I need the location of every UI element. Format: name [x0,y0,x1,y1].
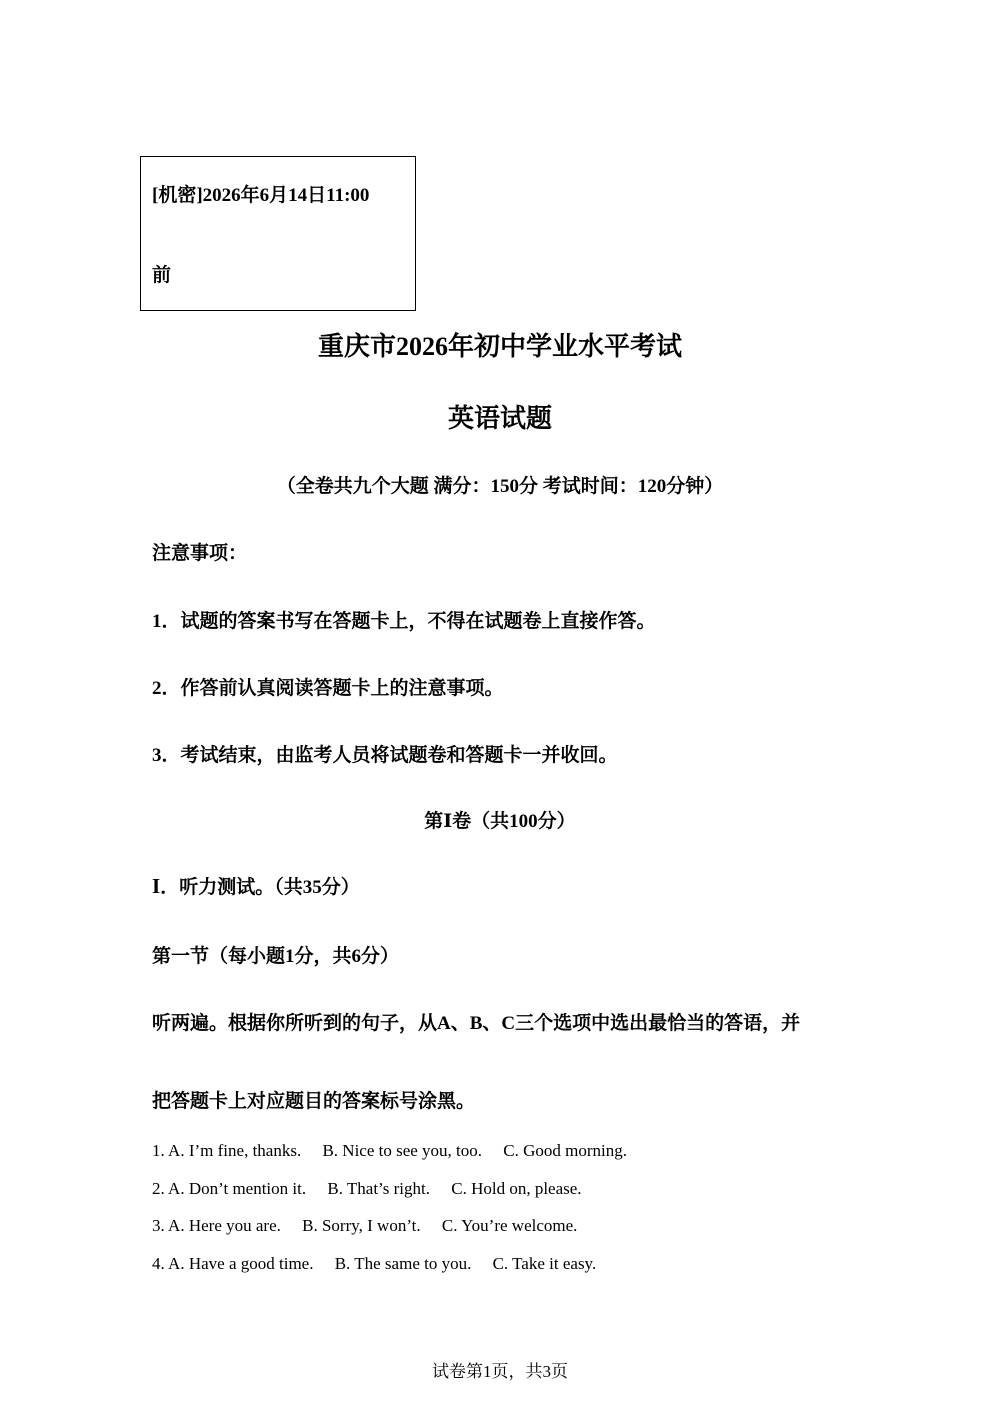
page-footer: 试卷第1页，共3页 [432,1362,568,1381]
exam-subject: 英语试题 [447,404,552,433]
notice-item-1: 1．试题的答案书写在答题卡上，不得在试题卷上直接作答。 [152,611,656,632]
confidential-line-2: 前 [152,265,172,286]
notice-heading: 注意事项： [152,543,248,564]
part-heading [152,872,360,899]
confidential-line-1: [机密]2026年6月14日11:00 [152,185,370,206]
question-1: 1. A. I’m fine, thanks. B. Nice to see you, too. C. Good morning. [152,1141,628,1160]
exam-info: （全卷共九个大题 满分：150分 考试时间：120分钟） [276,476,724,497]
instruction-line-1: 听两遍。根据你所听到的句子，从A、B、C三个选项中选出最恰当的答语，并 [152,1013,801,1034]
notice-item-3: 3．考试结束，由监考人员将试题卷和答题卡一并收回。 [152,745,618,766]
section-heading: 第一节（每小题1分，共6分） [152,946,400,967]
question-2: 2. A. Don’t mention it. B. That’s right. C. Hold on, please. [152,1179,582,1198]
notice-item-2: 2．作答前认真阅读答题卡上的注意事项。 [152,678,504,699]
exam-title: 重庆市2026年初中学业水平考试 [317,332,682,361]
instruction-line-2: 把答题卡上对应题目的答案标号涂黑。 [152,1091,476,1112]
question-4: 4. A. Have a good time. B. The same to you. C. Take it easy. [152,1254,597,1273]
part-numeral: I [152,874,161,898]
part-heading-text: ．听力测试。（共35分） [160,877,360,898]
volume-heading: 第Ⅰ卷（共100分） [424,811,576,832]
question-3: 3. A. Here you are. B. Sorry, I won’t. C. You’re welcome. [152,1216,578,1235]
